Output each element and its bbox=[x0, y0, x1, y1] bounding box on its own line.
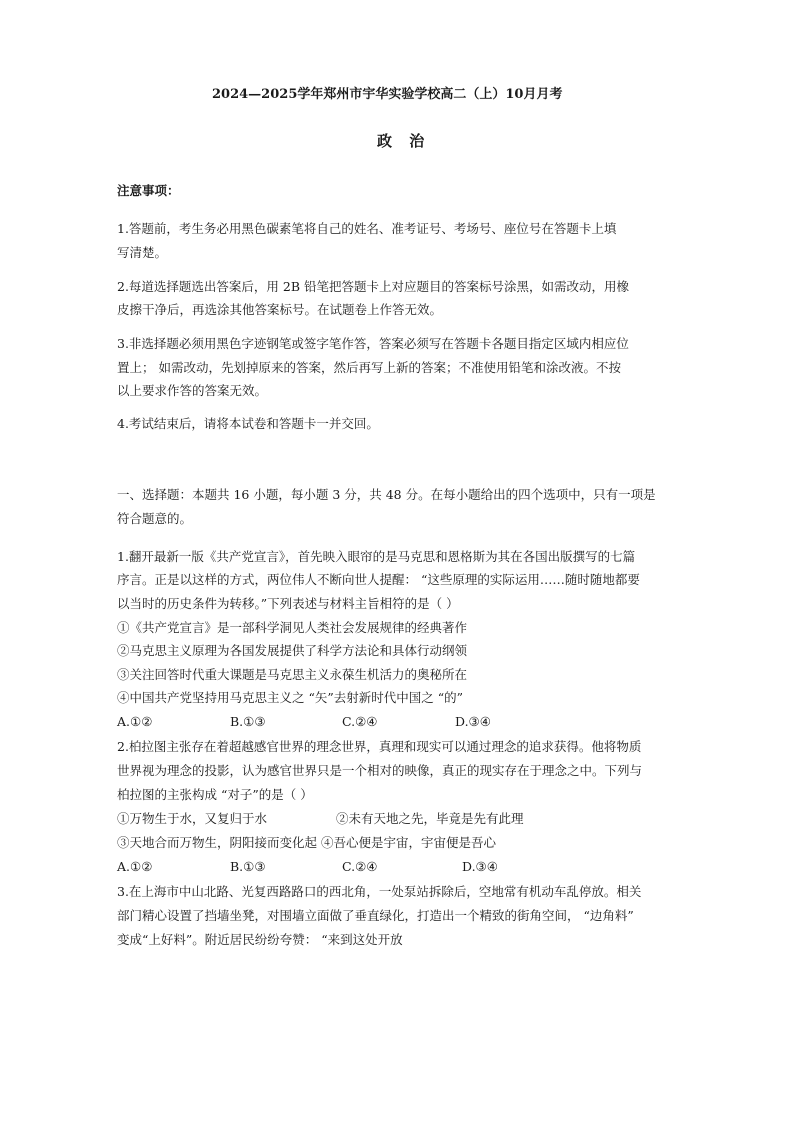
question-1-stem: 1.翻开最新一版《共产党宣言》，首先映入眼帘的是马克思和恩格斯为其在各国出版撰写的七篇 bbox=[117, 549, 636, 564]
question-1-option-d: D.③④ bbox=[455, 714, 491, 729]
notice-line: 写清楚。 bbox=[117, 245, 168, 260]
question-2-item: ①万物生于水，又复归于水 bbox=[117, 811, 268, 826]
question-1-option-b: B.①③ bbox=[230, 714, 266, 729]
question-2-stem: 2.柏拉图主张存在着超越感官世界的理念世界，真理和现实可以通过理念的追求获得。他将物质 bbox=[117, 739, 642, 754]
question-1-stem: 序言。正是以这样的方式，两位伟人不断向世人提醒： “这些原理的实际运用……随时随地都要 bbox=[117, 572, 640, 587]
question-1-item: ①《共产党宣言》是一部科学洞见人类社会发展规律的经典著作 bbox=[117, 620, 468, 635]
question-2-option-b: B.①③ bbox=[230, 859, 266, 874]
question-1-stem: 以当时的历史条件为转移。”下列表述与材料主旨相符的是（ ） bbox=[117, 596, 459, 611]
notice-line: 4.考试结束后，请将本试卷和答题卡一并交回。 bbox=[117, 416, 379, 431]
question-2-item: ②未有天地之先，毕竟是先有此理 bbox=[336, 811, 524, 826]
notice-line: 2.每道选择题选出答案后，用 2B 铅笔把答题卡上对应题目的答案标号涂黑，如需改动，用橡 bbox=[117, 279, 630, 294]
question-3-stem: 变成“上好料”。附近居民纷纷夸赞： “来到这处开放 bbox=[117, 932, 403, 947]
question-2-stem: 世界视为理念的投影，认为感官世界只是一个相对的映像，真正的现实存在于理念之中。下列与 bbox=[117, 763, 643, 778]
question-3-stem: 部门精心设置了挡墙坐凳，对围墙立面做了垂直绿化，打造出一个精致的街角空间， “边角料” bbox=[117, 908, 634, 923]
subject-title: 政 治 bbox=[377, 132, 431, 150]
notice-line: 以上要求作答的答案无效。 bbox=[117, 383, 268, 398]
notice-heading: 注意事项： bbox=[117, 183, 180, 198]
section-heading: 一、选择题：本题共 16 小题，每小题 3 分，共 48 分。在每小题给出的四个选项中，只有一项是 bbox=[117, 487, 656, 502]
question-1-item: ③关注回答时代重大课题是马克思主义永葆生机活力的奥秘所在 bbox=[117, 667, 468, 682]
question-2-option-c: C.②④ bbox=[342, 859, 378, 874]
question-1-option-a: A.①② bbox=[117, 714, 153, 729]
question-1-item: ②马克思主义原理为各国发展提供了科学方法论和具体行动纲领 bbox=[117, 643, 468, 658]
question-3-stem: 3.在上海市中山北路、光复西路路口的西北角，一处泵站拆除后，空地常有机动车乱停放。相关 bbox=[117, 884, 642, 899]
question-2-item: ③天地合而万物生，阴阳接而变化起 ④吾心便是宇宙，宇宙便是吾心 bbox=[117, 835, 496, 850]
question-2-option-d: D.③④ bbox=[462, 859, 498, 874]
notice-line: 皮擦干净后，再选涂其他答案标号。在试题卷上作答无效。 bbox=[117, 302, 443, 317]
exam-title: 2024—2025学年郑州市宇华实验学校高二（上）10月月考 bbox=[212, 87, 563, 102]
notice-line: 3.非选择题必须用黑色字迹钢笔或签字笔作答，答案必须写在答题卡各题目指定区域内相应位 bbox=[117, 336, 629, 351]
question-1-option-c: C.②④ bbox=[342, 714, 378, 729]
notice-line: 1.答题前，考生务必用黑色碳素笔将自己的姓名、准考证号、考场号、座位号在答题卡上填 bbox=[117, 221, 617, 236]
section-heading: 符合题意的。 bbox=[117, 511, 193, 526]
question-2-stem: 柏拉图的主张构成 “对子”的是（ ） bbox=[117, 787, 313, 802]
question-2-option-a: A.①② bbox=[117, 859, 153, 874]
notice-line: 置上； 如需改动，先划掉原来的答案，然后再写上新的答案；不准使用铅笔和涂改液。不按 bbox=[117, 360, 621, 375]
question-1-item: ④中国共产党坚持用马克思主义之 “矢”去射新时代中国之 “的” bbox=[117, 690, 464, 705]
